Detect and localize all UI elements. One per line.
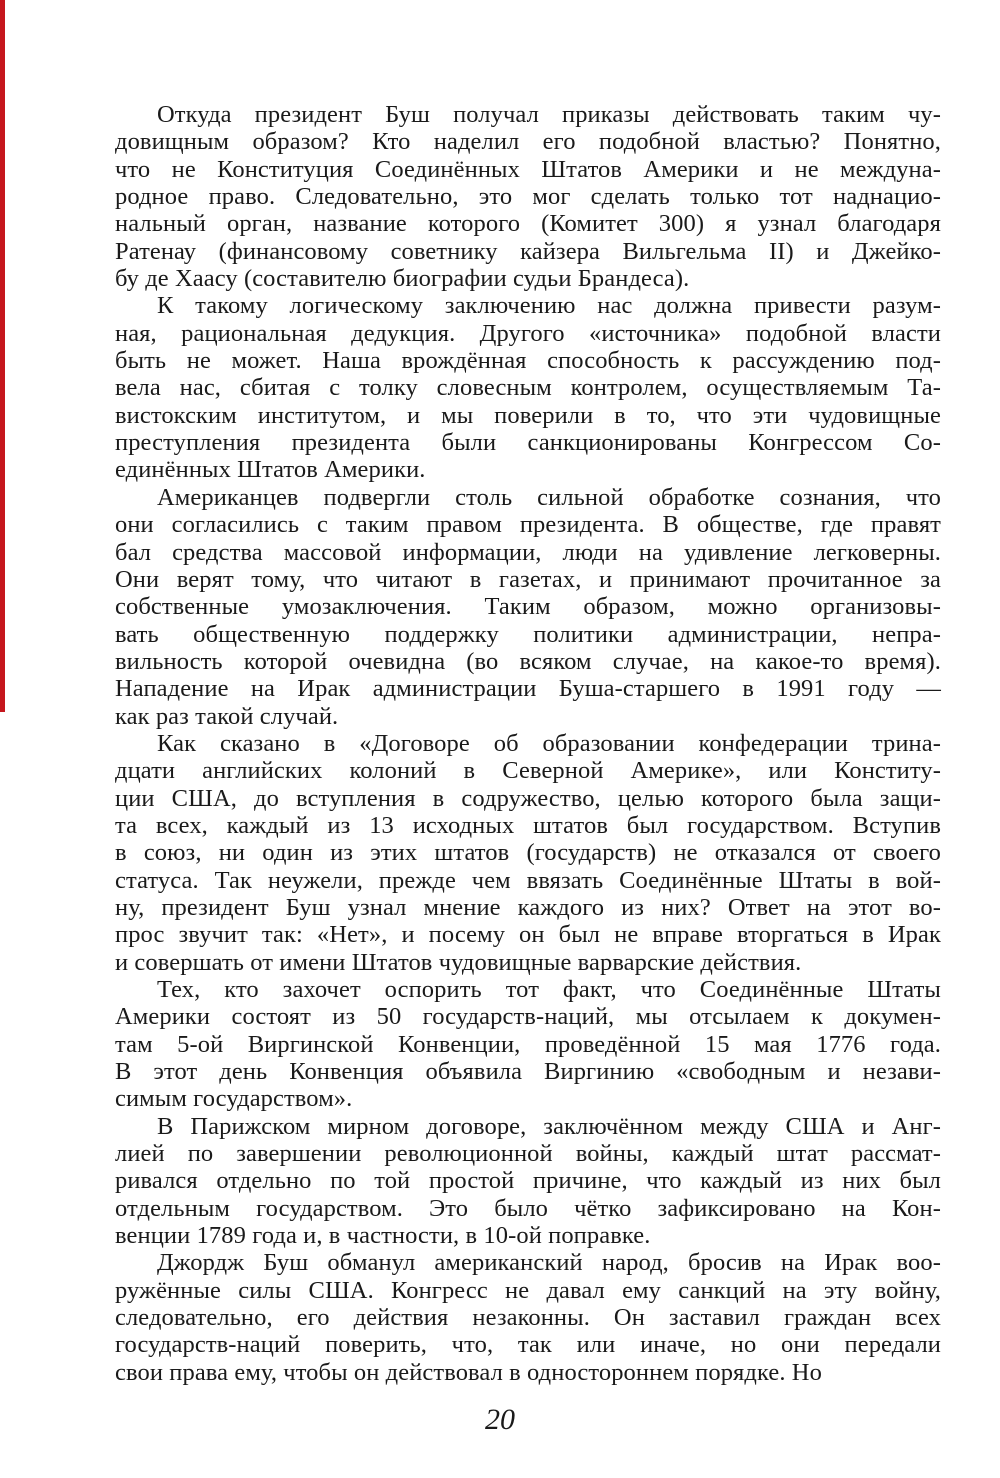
text-line: в союз, ни один из этих штатов (государств) не отказался от своего: [115, 839, 941, 867]
paragraph: [115, 730, 941, 976]
text-line: статуса. Так неужели, прежде чем ввязать Соединённые Штаты в вой-: [115, 866, 941, 894]
text-line: бал средства массовой информации, люди на удивление легковерны.: [115, 538, 941, 566]
paragraph: [115, 484, 941, 730]
text-line: венции 1789 года и, в частности, в 10-ой поправке.: [115, 1222, 651, 1250]
paragraph: [115, 1113, 941, 1250]
text-line: ная, рациональная дедукция. Другого «источника» подобной власти: [115, 319, 941, 347]
text-line: ции США, до вступления в содружество, целью которого была защи-: [115, 784, 941, 812]
text-line: Они верят тому, что читают в газетах, и принимают прочитанное за: [115, 565, 941, 593]
text-line: К такому логическому заключению нас должна привести разум-: [157, 292, 941, 320]
text-line: ну, президент Буш узнал мнение каждого из них? Ответ на этот во-: [115, 893, 941, 921]
paragraph: [115, 292, 941, 483]
text-line: вать общественную поддержку политики администрации, непра-: [115, 620, 941, 648]
text-line: симым государством».: [115, 1085, 353, 1113]
text-line: прос звучит так: «Нет», и посему он был не вправе вторгаться в Ирак: [115, 921, 941, 949]
text-line: собственные умозаключения. Таким образом, можно организовы-: [115, 593, 941, 621]
text-line: Тех, кто захочет оспорить тот факт, что Соединённые Штаты: [157, 976, 941, 1003]
text-line: преступления президента были санкционированы Конгрессом Со-: [115, 429, 941, 457]
text-line: вильность которой очевидна (во всяком случае, на какое-то время).: [115, 647, 941, 675]
text-line: В Парижском мирном договоре, заключённом между США и Анг-: [157, 1112, 941, 1140]
text-line: лией по завершении революционной войны, каждый штат рассмат-: [115, 1140, 941, 1168]
scan-edge-stripe: [0, 0, 5, 712]
text-line: быть не может. Наша врождённая способность к рассуждению под-: [115, 347, 941, 375]
text-line: как раз такой случай.: [115, 702, 339, 730]
page-number: 20: [485, 1403, 515, 1436]
text-line: единённых Штатов Америки.: [115, 456, 426, 484]
text-line: та всех, каждый из 13 исходных штатов был государством. Вступив: [115, 811, 941, 839]
text-line: государств-наций поверить, что, так или иначе, но они передали: [115, 1331, 941, 1359]
text-line: и совершать от имени Штатов чудовищные варварские действия.: [115, 948, 802, 976]
text-line: родное право. Следовательно, это мог сделать только тот наднацио-: [115, 183, 941, 211]
text-line: отдельным государством. Это было чётко зафиксировано на Кон-: [115, 1194, 941, 1222]
paragraph: [115, 976, 941, 1113]
text-line: Американцев подвергли столь сильной обработке сознания, что: [157, 483, 941, 511]
text-line: следовательно, его действия незаконны. Он заставил граждан всех: [115, 1304, 941, 1332]
text-line: там 5-ой Виргинской Конвенции, проведённой 15 мая 1776 года.: [115, 1030, 941, 1058]
text-line: довищным образом? Кто наделил его подобной властью? Понятно,: [115, 128, 941, 156]
paragraph: [115, 1249, 941, 1386]
text-line: Как сказано в «Договоре об образовании конфедерации трина-: [157, 729, 941, 757]
text-line: свои права ему, чтобы он действовал в одностороннем порядке. Но: [115, 1358, 822, 1386]
text-line: нальный орган, название которого (Комитет 300) я узнал благодаря: [115, 210, 941, 238]
text-line: Америки состоят из 50 государств-наций, мы отсылаем к докумен-: [115, 1003, 941, 1031]
text-line: Джордж Буш обманул американский народ, бросив на Ирак воо-: [157, 1249, 941, 1277]
text-line: вела нас, сбитая с толку словесным контролем, осуществляемым Та-: [115, 374, 941, 402]
text-line: что не Конституция Соединённых Штатов Америки и не междуна-: [115, 155, 941, 183]
text-line: Нападение на Ирак администрации Буша-старшего в 1991 году —: [115, 675, 941, 703]
paragraph: [115, 101, 941, 292]
text-line: Ратенау (финансовому советнику кайзера Вильгельма II) и Джейко-: [115, 237, 941, 265]
text-line: Откуда президент Буш получал приказы действовать таким чу-: [157, 101, 941, 128]
page-text: [115, 101, 941, 1386]
text-line: бу де Хаасу (составителю биографии судьи Брандеса).: [115, 265, 690, 293]
text-line: ривался отдельно по той простой причине, что каждый из них был: [115, 1167, 941, 1195]
text-line: вистокским институтом, и мы поверили в то, что эти чудовищные: [115, 401, 941, 429]
text-line: ружённые силы США. Конгресс не давал ему санкций на эту войну,: [115, 1276, 941, 1304]
text-line: дцати английских колоний в Северной Америке», или Конститу-: [115, 757, 941, 785]
text-line: В этот день Конвенция объявила Виргинию «свободным и незави-: [115, 1058, 941, 1086]
text-line: они согласились с таким правом президента. В обществе, где правят: [115, 511, 941, 539]
